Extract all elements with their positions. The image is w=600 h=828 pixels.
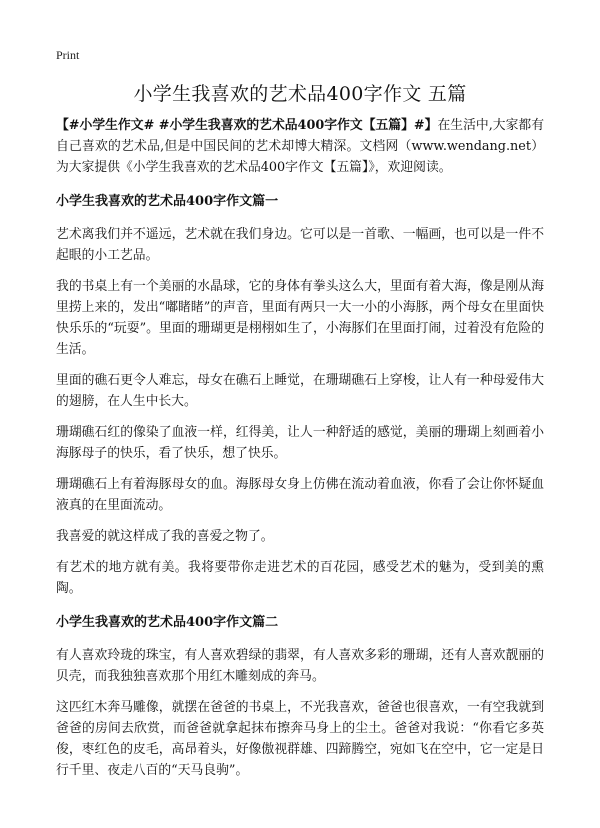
paragraph: 有人喜欢玲珑的珠宝，有人喜欢碧绿的翡翠，有人喜欢多彩的珊瑚，还有人喜欢靓丽的贝壳，而我独独喜欢那个用红木雕刻成的奔马。 [56, 648, 544, 684]
intro-paragraph [56, 115, 544, 178]
print-link[interactable]: Print [56, 48, 80, 62]
article-body [56, 115, 544, 791]
paragraph: 我喜爱的就这样成了我的喜爱之物了。 [56, 529, 274, 544]
page-title: 小学生我喜欢的艺术品400字作文 五篇 [133, 83, 467, 105]
paragraph: 珊瑚礁石红的像染了血液一样，红得美，让人一种舒适的感觉，美丽的珊瑚上刻画着小海豚母子的快乐，看了快乐，想了快乐。 [56, 425, 544, 461]
paragraph: 有艺术的地方就有美。我将要带你走进艺术的百花园，感受艺术的魅为，受到美的熏陶。 [56, 560, 544, 596]
paragraph: 艺术离我们并不遥远，艺术就在我们身边。它可以是一首歌、一幅画，也可以是一件不起眼的小工艺品。 [56, 227, 544, 263]
paragraph: 这匹红木奔马雕像，就摆在爸爸的书桌上，不光我喜欢，爸爸也很喜欢，一有空我就到爸爸的房间去欣赏，而爸爸就拿起抹布擦奔马身上的尘土。爸爸对我说：“你看它多英俊，枣红色的皮毛，高昂着头，好像傲视群雄、四蹄腾空，宛如飞在空中，它一定是日行千里、夜走八百的“天马良驹”。 [56, 700, 544, 778]
paragraph: 里面的礁石更令人难忘，母女在礁石上睡觉，在珊瑚礁石上穿梭，让人有一种母爱伟大的翅膀，在人生中长大。 [56, 373, 544, 409]
paragraph: 珊瑚礁石上有着海豚母女的血。海豚母女身上仿佛在流动着血液，你看了会让你怀疑血液真的在里面流动。 [56, 477, 544, 513]
section-heading-1: 小学生我喜欢的艺术品400字作文篇一 [56, 194, 279, 209]
intro-text: 在生活中,大家都有自己喜欢的艺术品,但是中国民间的艺术却博大精深。文档网（www.wendang.net）为大家提供《小学生我喜欢的艺术品400字作文【五篇】》，欢迎阅读。 [56, 118, 544, 175]
intro-lead: 【#小学生作文# #小学生我喜欢的艺术品400字作文【五篇】#】 [56, 118, 438, 133]
paragraph: 我的书桌上有一个美丽的水晶球，它的身体有拳头这么大，里面有着大海，像是刚从海里捞上来的，发出“嘟睹睹”的声音，里面有两只一大一小的小海豚，两个母女在里面快快乐乐的“玩耍”。里面的珊瑚更是栩栩如生了，小海豚们在里面打闹，过着没有危险的生活。 [56, 279, 544, 357]
section-heading-2: 小学生我喜欢的艺术品400字作文篇二 [56, 615, 279, 630]
